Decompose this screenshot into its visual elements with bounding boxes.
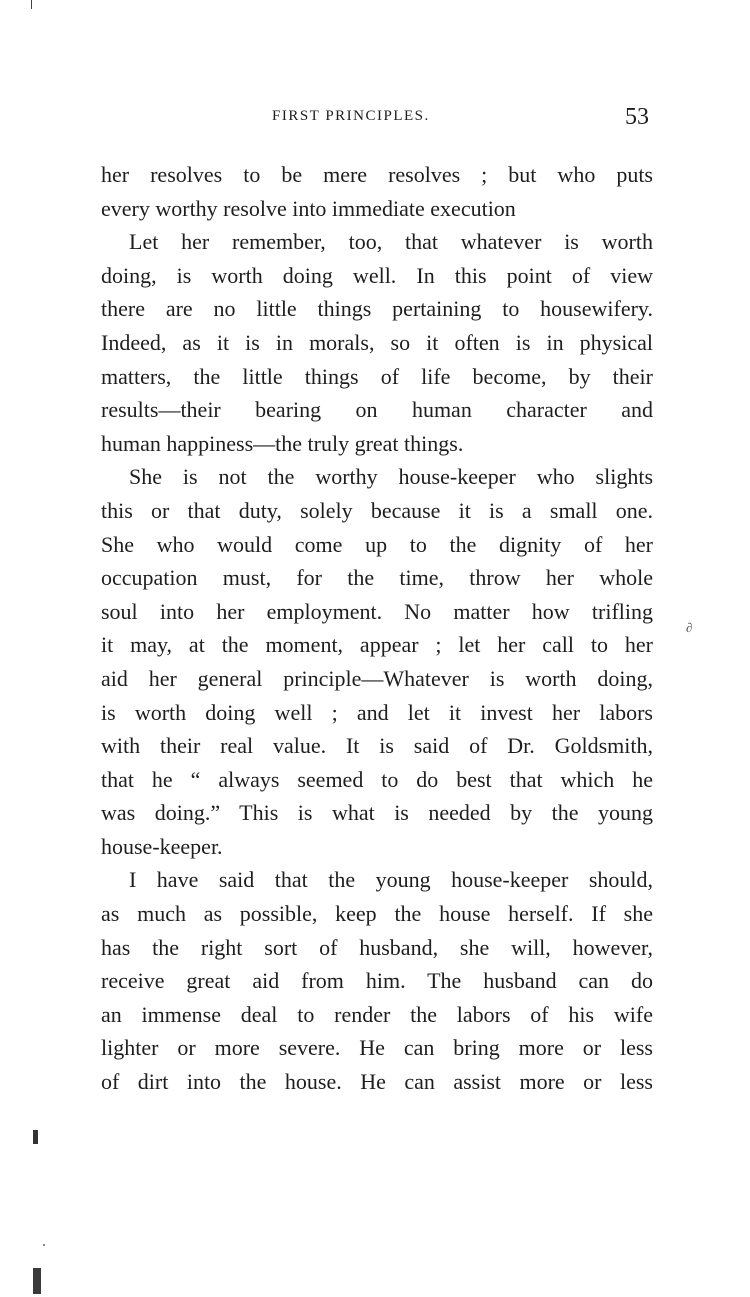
text-line: She is not the worthy house-keeper who slights	[129, 464, 653, 490]
scan-dot	[43, 1244, 45, 1246]
text-line: doing, is worth doing well. In this point of view	[101, 262, 653, 288]
text-line: there are no little things pertaining to housewifery.	[101, 296, 653, 322]
text-line: every worthy resolve into immediate execution	[101, 195, 516, 221]
text-line: results—their bearing on human character and	[101, 397, 653, 423]
text-line: matters, the little things of life become, by their	[101, 363, 653, 389]
scan-artifact-left	[33, 1130, 38, 1144]
text-line: an immense deal to render the labors of his wife	[101, 1001, 653, 1027]
page-number: 53	[625, 104, 649, 130]
scan-artifact-top	[31, 0, 32, 9]
text-line: has the right sort of husband, she will, however,	[101, 934, 653, 960]
text-line: aid her general principle—Whatever is worth doing,	[101, 665, 653, 691]
text-line: that he “ always seemed to do best that which he	[101, 766, 653, 792]
text-line: soul into her employment. No matter how trifling	[101, 598, 653, 624]
text-line: occupation must, for the time, throw her whole	[101, 565, 653, 591]
text-line: receive great aid from him. The husband can do	[101, 968, 653, 994]
text-line: house-keeper.	[101, 833, 223, 859]
text-line: it may, at the moment, appear ; let her call to her	[101, 632, 653, 658]
running-title: FIRST PRINCIPLES.	[272, 108, 430, 124]
text-line: as much as possible, keep the house herself. If she	[101, 901, 653, 927]
body-text	[101, 158, 653, 1099]
text-line: human happiness—the truly great things.	[101, 430, 464, 456]
scan-artifact-bottom-left	[33, 1268, 41, 1294]
text-line: lighter or more severe. He can bring more or less	[101, 1035, 653, 1061]
text-line: with their real value. It is said of Dr. Goldsmith,	[101, 733, 653, 759]
text-line: Indeed, as it is in morals, so it often is in physical	[101, 329, 653, 355]
text-line: was doing.” This is what is needed by the young	[101, 800, 653, 826]
text-line: is worth doing well ; and let it invest her labors	[101, 699, 653, 725]
text-line: her resolves to be mere resolves ; but who puts	[101, 162, 653, 187]
text-line: this or that duty, solely because it is a small one.	[101, 497, 653, 523]
text-line: She who would come up to the dignity of her	[101, 531, 653, 557]
scan-artifact-right: ∂	[686, 620, 693, 635]
text-line: Let her remember, too, that whatever is worth	[129, 229, 653, 255]
text-line: I have said that the young house-keeper should,	[129, 867, 653, 893]
text-line: of dirt into the house. He can assist more or less	[101, 1069, 653, 1095]
